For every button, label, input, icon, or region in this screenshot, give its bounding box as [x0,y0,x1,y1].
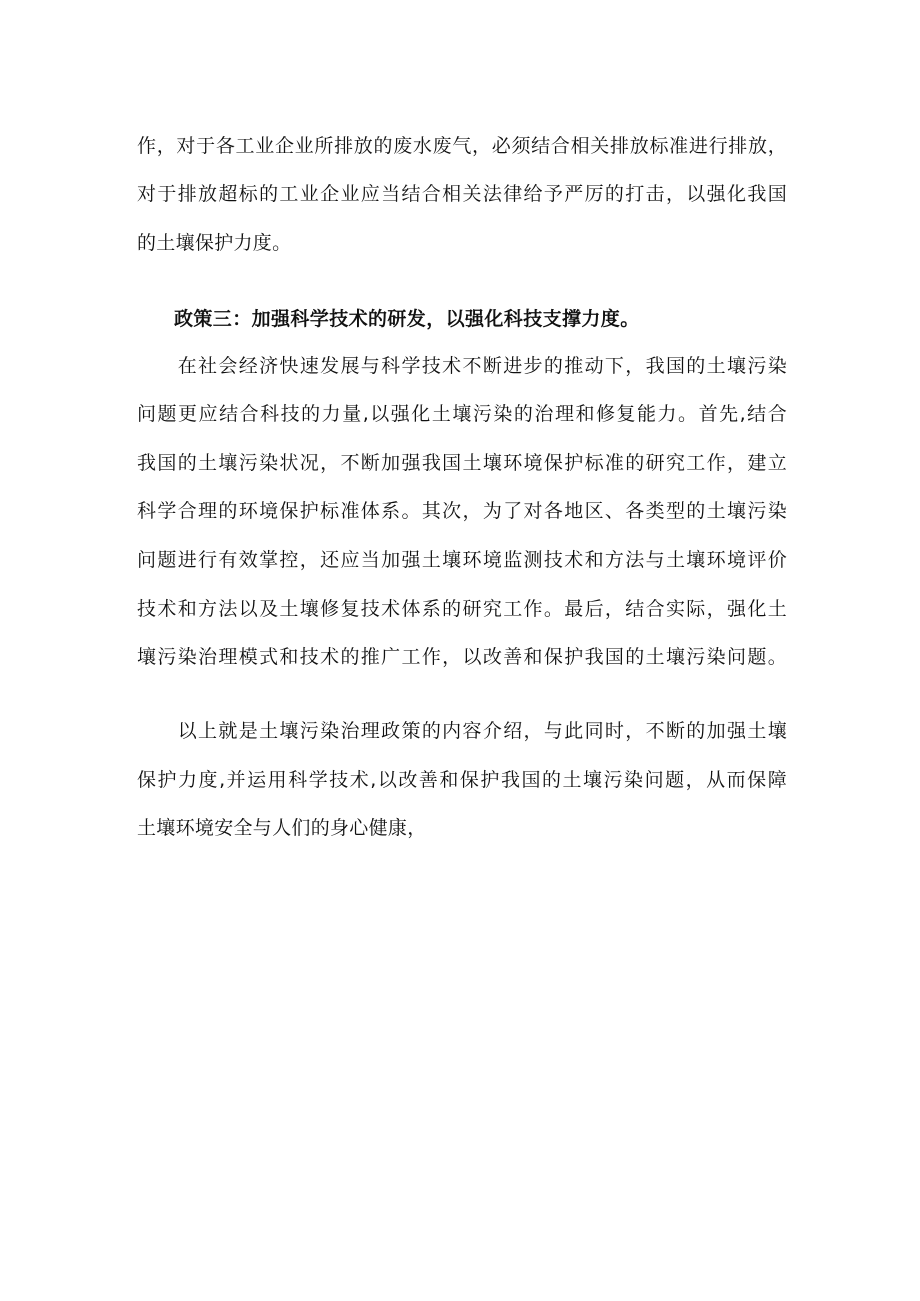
text-line: 技术和方法以及土壤修复技术体系的研究工作。最后，结合实际，强化土 [137,598,787,620]
section-heading: 政策三：加强科学技术的研发，以强化科技支撑力度。 [174,308,640,330]
paragraph-summary [137,722,787,838]
text-line: 保护力度,并运用科学技术,以改善和保护我国的土壤污染问题，从而保障 [137,769,787,791]
text-line: 壤污染治理模式和技术的推广工作，以改善和保护我国的土壤污染问题。 [137,646,787,668]
text-line: 的土壤保护力度。 [137,232,292,254]
text-line: 土壤环境安全与人们的身心健康， [137,817,427,839]
text-line: 以上就是土壤污染治理政策的内容介绍，与此同时，不断的加强土壤 [137,720,787,742]
text-line: 我国的土壤污染状况，不断加强我国土壤环境保护标准的研究工作，建立 [137,452,787,474]
text-line: 问题进行有效掌控，还应当加强土壤环境监测技术和方法与土壤环境评价 [137,549,787,571]
paragraph-policy3 [137,357,787,667]
text-line: 在社会经济快速发展与科学技术不断进步的推动下，我国的土壤污染 [137,355,787,377]
text-line: 问题更应结合科技的力量,以强化土壤污染的治理和修复能力。首先,结合 [137,403,787,425]
text-line: 作，对于各工业企业所排放的废水废气，必须结合相关排放标准进行排放， [137,135,787,157]
paragraph-continuation [137,137,787,253]
text-line: 科学合理的环境保护标准体系。其次，为了对各地区、各类型的土壤污染 [137,500,787,522]
text-line: 对于排放超标的工业企业应当结合相关法律给予严厉的打击，以强化我国 [137,183,787,205]
